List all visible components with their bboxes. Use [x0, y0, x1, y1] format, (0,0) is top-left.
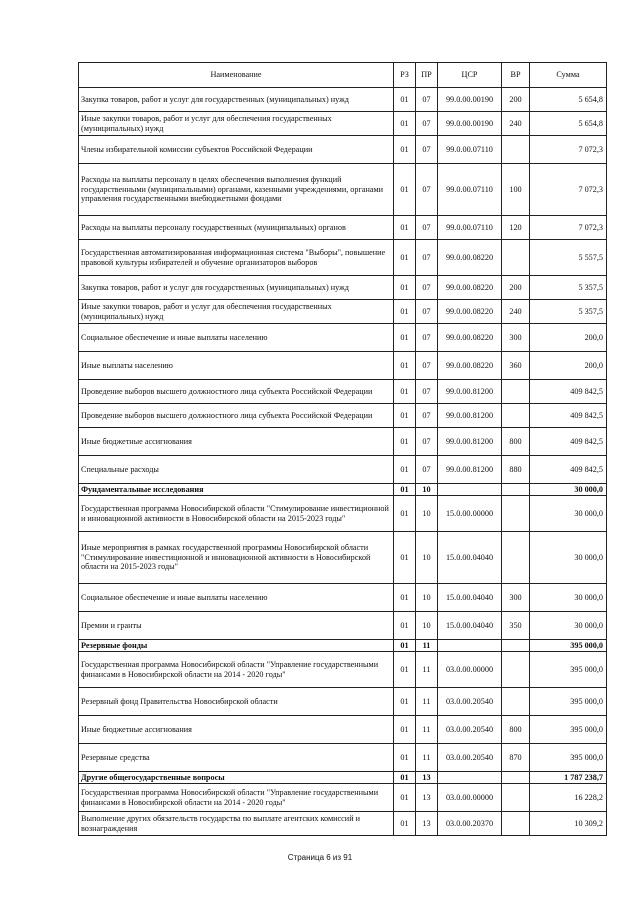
table-row: [79, 216, 607, 240]
cell-rz: 01: [394, 88, 416, 112]
cell-vr: [502, 640, 530, 652]
cell-name: Другие общегосударственные вопросы: [79, 772, 394, 784]
cell-name: Государственная автоматизированная информационная система "Выборы", повышение правовой культуры избирателей и обучение организаторов выборов: [79, 240, 394, 276]
cell-vr: [502, 772, 530, 784]
cell-csr: 99.0.00.07110: [438, 216, 502, 240]
table-row: [79, 716, 607, 744]
cell-rz: 01: [394, 716, 416, 744]
cell-csr: 99.0.00.08220: [438, 240, 502, 276]
cell-csr: 99.0.00.00190: [438, 88, 502, 112]
cell-name: Премии и гранты: [79, 612, 394, 640]
table-row: [79, 456, 607, 484]
cell-sum: 395 000,0: [530, 688, 607, 716]
cell-vr: 350: [502, 612, 530, 640]
cell-csr: 99.0.00.08220: [438, 300, 502, 324]
cell-pr: 07: [416, 164, 438, 216]
cell-sum: 200,0: [530, 324, 607, 352]
cell-rz: 01: [394, 112, 416, 136]
cell-rz: 01: [394, 772, 416, 784]
cell-sum: 409 842,5: [530, 456, 607, 484]
cell-vr: [502, 240, 530, 276]
table-row: [79, 652, 607, 688]
cell-sum: 30 000,0: [530, 612, 607, 640]
cell-rz: 01: [394, 380, 416, 404]
cell-vr: 300: [502, 324, 530, 352]
cell-csr: 03.0.00.20370: [438, 812, 502, 836]
cell-name: Иные закупки товаров, работ и услуг для обеспечения государственных (муниципальных) нужд: [79, 112, 394, 136]
cell-rz: 01: [394, 584, 416, 612]
cell-csr: 99.0.00.08220: [438, 324, 502, 352]
cell-sum: 30 000,0: [530, 484, 607, 496]
cell-vr: 200: [502, 276, 530, 300]
cell-sum: 16 228,2: [530, 784, 607, 812]
cell-rz: 01: [394, 404, 416, 428]
cell-rz: 01: [394, 136, 416, 164]
cell-sum: 30 000,0: [530, 532, 607, 584]
cell-csr: 99.0.00.07110: [438, 164, 502, 216]
cell-vr: [502, 496, 530, 532]
cell-rz: 01: [394, 428, 416, 456]
cell-name: Члены избирательной комиссии субъектов Российской Федерации: [79, 136, 394, 164]
table-row: [79, 88, 607, 112]
cell-sum: 7 072,3: [530, 216, 607, 240]
cell-csr: [438, 772, 502, 784]
cell-pr: 07: [416, 112, 438, 136]
cell-name: Резервные средства: [79, 744, 394, 772]
section-row: [79, 640, 607, 652]
cell-rz: 01: [394, 352, 416, 380]
cell-vr: 240: [502, 300, 530, 324]
cell-csr: 03.0.00.20540: [438, 716, 502, 744]
cell-vr: [502, 532, 530, 584]
cell-pr: 07: [416, 136, 438, 164]
cell-rz: 01: [394, 456, 416, 484]
cell-vr: 200: [502, 88, 530, 112]
cell-name: Закупка товаров, работ и услуг для государственных (муниципальных) нужд: [79, 276, 394, 300]
cell-sum: 10 309,2: [530, 812, 607, 836]
cell-rz: 01: [394, 744, 416, 772]
table-row: [79, 584, 607, 612]
cell-name: Резервные фонды: [79, 640, 394, 652]
cell-csr: 99.0.00.81200: [438, 404, 502, 428]
cell-rz: 01: [394, 612, 416, 640]
cell-pr: 10: [416, 532, 438, 584]
cell-pr: 10: [416, 484, 438, 496]
cell-name: Проведение выборов высшего должностного лица субъекта Российской Федерации: [79, 404, 394, 428]
cell-sum: 30 000,0: [530, 584, 607, 612]
cell-csr: [438, 640, 502, 652]
cell-sum: 409 842,5: [530, 380, 607, 404]
cell-pr: 13: [416, 772, 438, 784]
cell-pr: 07: [416, 276, 438, 300]
cell-name: Социальное обеспечение и иные выплаты населению: [79, 584, 394, 612]
table-row: [79, 324, 607, 352]
cell-vr: [502, 484, 530, 496]
section-row: [79, 772, 607, 784]
table-row: [79, 496, 607, 532]
table-header-row: [79, 63, 607, 88]
cell-pr: 11: [416, 652, 438, 688]
cell-pr: 07: [416, 216, 438, 240]
cell-sum: 409 842,5: [530, 428, 607, 456]
cell-sum: 200,0: [530, 352, 607, 380]
cell-csr: 99.0.00.00190: [438, 112, 502, 136]
cell-vr: 100: [502, 164, 530, 216]
cell-sum: 7 072,3: [530, 136, 607, 164]
table-row: [79, 380, 607, 404]
cell-sum: 5 654,8: [530, 112, 607, 136]
cell-pr: 07: [416, 428, 438, 456]
cell-vr: [502, 380, 530, 404]
cell-sum: 30 000,0: [530, 496, 607, 532]
cell-pr: 07: [416, 380, 438, 404]
cell-pr: 11: [416, 640, 438, 652]
table-row: [79, 352, 607, 380]
cell-csr: 03.0.00.20540: [438, 688, 502, 716]
cell-csr: 03.0.00.20540: [438, 744, 502, 772]
table-row: [79, 136, 607, 164]
cell-csr: 99.0.00.08220: [438, 352, 502, 380]
cell-vr: [502, 136, 530, 164]
header-vr: ВР: [502, 63, 530, 88]
cell-vr: [502, 688, 530, 716]
cell-pr: 11: [416, 744, 438, 772]
cell-sum: 7 072,3: [530, 164, 607, 216]
budget-table: [78, 62, 607, 836]
cell-rz: 01: [394, 324, 416, 352]
cell-rz: 01: [394, 532, 416, 584]
cell-name: Государственная программа Новосибирской области "Стимулирование инвестиционной и инновационной активности в Новосибирской области на 2015-2023 годы": [79, 496, 394, 532]
cell-rz: 01: [394, 496, 416, 532]
cell-pr: 07: [416, 88, 438, 112]
cell-name: Государственная программа Новосибирской области "Управление государственными финансами в Новосибирской области на 2014 - 2020 годы": [79, 784, 394, 812]
cell-sum: 409 842,5: [530, 404, 607, 428]
cell-rz: 01: [394, 164, 416, 216]
cell-rz: 01: [394, 300, 416, 324]
cell-sum: 395 000,0: [530, 744, 607, 772]
table-body: [79, 88, 607, 836]
cell-name: Фундаментальные исследования: [79, 484, 394, 496]
cell-name: Государственная программа Новосибирской области "Управление государственными финансами в Новосибирской области на 2014 - 2020 годы": [79, 652, 394, 688]
cell-csr: 03.0.00.00000: [438, 652, 502, 688]
cell-pr: 07: [416, 324, 438, 352]
cell-pr: 07: [416, 300, 438, 324]
table-row: [79, 300, 607, 324]
cell-vr: 800: [502, 716, 530, 744]
cell-rz: 01: [394, 276, 416, 300]
table-row: [79, 404, 607, 428]
table-row: [79, 164, 607, 216]
cell-vr: [502, 812, 530, 836]
table-row: [79, 688, 607, 716]
cell-csr: 99.0.00.08220: [438, 276, 502, 300]
cell-name: Выполнение других обязательств государства по выплате агентских комиссий и вознаграждения: [79, 812, 394, 836]
cell-vr: 300: [502, 584, 530, 612]
cell-csr: 99.0.00.81200: [438, 428, 502, 456]
table-row: [79, 532, 607, 584]
cell-pr: 07: [416, 456, 438, 484]
cell-csr: 15.0.00.00000: [438, 496, 502, 532]
cell-vr: 240: [502, 112, 530, 136]
cell-vr: 800: [502, 428, 530, 456]
cell-pr: 07: [416, 352, 438, 380]
cell-vr: [502, 784, 530, 812]
cell-pr: 07: [416, 240, 438, 276]
table-row: [79, 112, 607, 136]
cell-pr: 13: [416, 784, 438, 812]
cell-name: Иные мероприятия в рамках государственной программы Новосибирской области "Стимулирование инвестиционной и инновационной активности в Новосибирской области на 2015-2023 годы": [79, 532, 394, 584]
cell-rz: 01: [394, 240, 416, 276]
cell-csr: 15.0.00.04040: [438, 584, 502, 612]
cell-csr: [438, 484, 502, 496]
table-row: [79, 812, 607, 836]
cell-pr: 10: [416, 496, 438, 532]
cell-sum: 5 654,8: [530, 88, 607, 112]
table-row: [79, 276, 607, 300]
cell-rz: 01: [394, 784, 416, 812]
cell-name: Проведение выборов высшего должностного лица субъекта Российской Федерации: [79, 380, 394, 404]
cell-vr: 120: [502, 216, 530, 240]
cell-sum: 5 357,5: [530, 300, 607, 324]
cell-name: Закупка товаров, работ и услуг для государственных (муниципальных) нужд: [79, 88, 394, 112]
cell-csr: 99.0.00.07110: [438, 136, 502, 164]
cell-pr: 11: [416, 716, 438, 744]
cell-rz: 01: [394, 688, 416, 716]
cell-rz: 01: [394, 484, 416, 496]
cell-name: Иные выплаты населению: [79, 352, 394, 380]
cell-sum: 395 000,0: [530, 652, 607, 688]
cell-pr: 10: [416, 584, 438, 612]
cell-name: Расходы на выплаты персоналу государственных (муниципальных) органов: [79, 216, 394, 240]
cell-name: Иные бюджетные ассигнования: [79, 428, 394, 456]
page-number: Страница 6 из 91: [287, 853, 353, 862]
table-row: [79, 240, 607, 276]
cell-rz: 01: [394, 652, 416, 688]
cell-name: Социальное обеспечение и иные выплаты населению: [79, 324, 394, 352]
cell-vr: [502, 652, 530, 688]
cell-pr: 10: [416, 612, 438, 640]
table-row: [79, 428, 607, 456]
section-row: [79, 484, 607, 496]
cell-name: Резервный фонд Правительства Новосибирской области: [79, 688, 394, 716]
table-row: [79, 744, 607, 772]
cell-name: Расходы на выплаты персоналу в целях обеспечения выполнения функций государственными (муниципальными) органами, казенными учреждениями, органами управления государственными внебюджетными фондами: [79, 164, 394, 216]
cell-vr: [502, 404, 530, 428]
cell-sum: 395 000,0: [530, 640, 607, 652]
cell-sum: 5 357,5: [530, 276, 607, 300]
table-row: [79, 784, 607, 812]
cell-vr: 870: [502, 744, 530, 772]
cell-csr: 99.0.00.81200: [438, 380, 502, 404]
cell-vr: 880: [502, 456, 530, 484]
cell-csr: 15.0.00.04040: [438, 532, 502, 584]
cell-sum: 1 787 238,7: [530, 772, 607, 784]
header-csr: ЦСР: [438, 63, 502, 88]
header-sum: Сумма: [530, 63, 607, 88]
cell-rz: 01: [394, 812, 416, 836]
header-name: Наименование: [79, 63, 394, 88]
cell-name: Иные закупки товаров, работ и услуг для обеспечения государственных (муниципальных) нужд: [79, 300, 394, 324]
cell-vr: 360: [502, 352, 530, 380]
cell-csr: 03.0.00.00000: [438, 784, 502, 812]
cell-sum: 395 000,0: [530, 716, 607, 744]
cell-csr: 15.0.00.04040: [438, 612, 502, 640]
cell-sum: 5 557,5: [530, 240, 607, 276]
header-rz: РЗ: [394, 63, 416, 88]
cell-name: Иные бюджетные ассигнования: [79, 716, 394, 744]
cell-rz: 01: [394, 216, 416, 240]
header-pr: ПР: [416, 63, 438, 88]
cell-csr: 99.0.00.81200: [438, 456, 502, 484]
cell-rz: 01: [394, 640, 416, 652]
table-row: [79, 612, 607, 640]
cell-pr: 11: [416, 688, 438, 716]
cell-pr: 07: [416, 404, 438, 428]
cell-name: Специальные расходы: [79, 456, 394, 484]
cell-pr: 13: [416, 812, 438, 836]
